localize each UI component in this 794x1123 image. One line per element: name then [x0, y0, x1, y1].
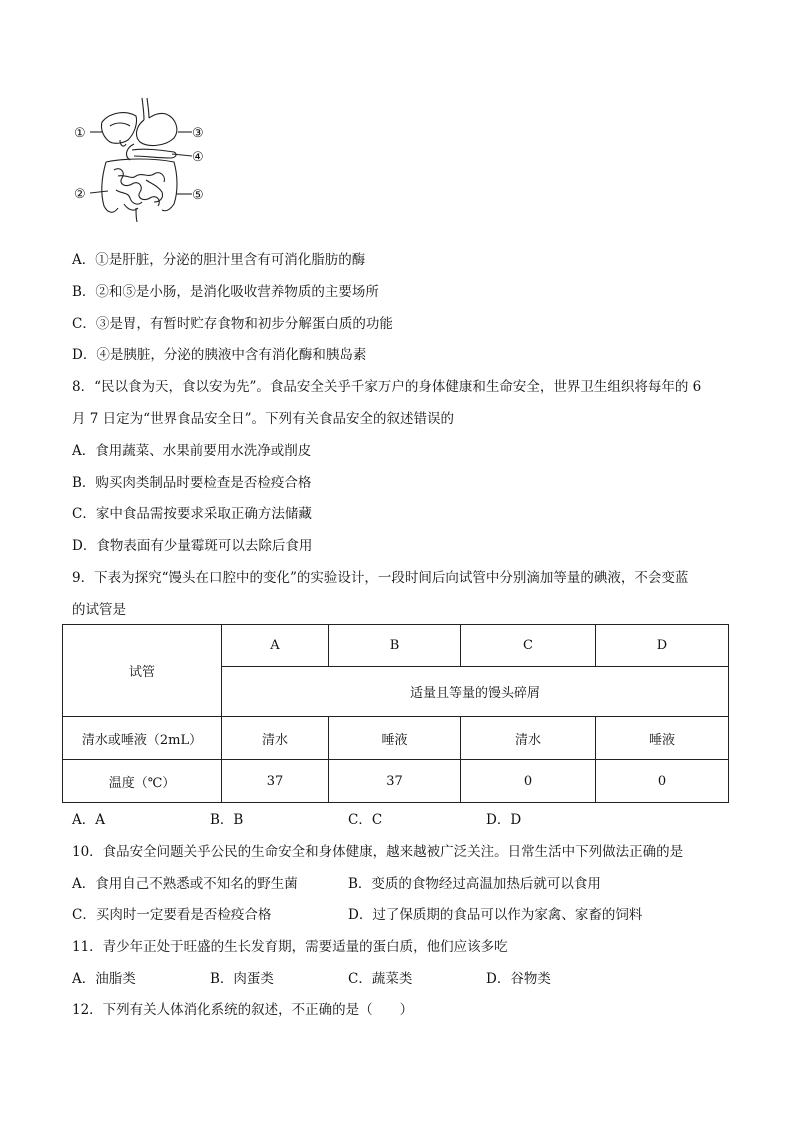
- q10-option-b: B．变质的食物经过高温加热后就可以食用: [348, 876, 601, 892]
- q7-option-a: A．①是肝脏，分泌的胆汁里含有可消化脂肪的酶: [72, 252, 366, 268]
- q11-option-d: D．谷物类: [486, 971, 551, 987]
- q8-stem-line2: 月 7 日定为“世界食品安全日”。下列有关食品安全的叙述错误的: [72, 411, 454, 427]
- table-tube-c: C: [461, 625, 596, 667]
- diagram-label-1: ①: [74, 126, 86, 141]
- q10-option-d: D．过了保质期的食品可以作为家禽、家畜的饲料: [348, 907, 643, 923]
- q9-option-b: B．B: [210, 812, 244, 828]
- table-liquid-d: 唾液: [596, 717, 729, 760]
- q7-option-b: B．②和⑤是小肠，是消化吸收营养物质的主要场所: [72, 284, 379, 300]
- q9-stem-line1: 9．下表为探究“馒头在口腔中的变化”的实验设计，一段时间后向试管中分别滴加等量的碘液，不会变蓝: [72, 570, 689, 586]
- table-liquid-label: 清水或唾液（2mL）: [63, 717, 222, 760]
- table-temp-d: 0: [596, 760, 729, 803]
- q8-option-b: B．购买肉类制品时要检查是否检疫合格: [72, 475, 312, 491]
- q9-option-a: A．A: [72, 812, 105, 828]
- q8-stem-line1: 8．“民以食为天，食以安为先”。食品安全关乎千家万户的身体健康和生命安全，世界卫生组织将每年的 6: [72, 379, 702, 395]
- q12-stem: 12．下列有关人体消化系统的叙述，不正确的是（ ）: [72, 1002, 414, 1018]
- q9-option-d: D．D: [486, 812, 522, 828]
- table-tube-a: A: [222, 625, 329, 667]
- table-shared-material: 适量且等量的馒头碎屑: [222, 667, 729, 717]
- table-liquid-c: 清水: [461, 717, 596, 760]
- table-temp-a: 37: [222, 760, 329, 803]
- diagram-label-3: ③: [192, 126, 204, 141]
- q8-option-c: C．家中食品需按要求采取正确方法储藏: [72, 506, 312, 522]
- q9-option-c: C．C: [348, 812, 383, 828]
- diagram-label-2: ②: [74, 187, 86, 202]
- experiment-table: [62, 624, 729, 803]
- q11-option-c: C．蔬菜类: [348, 971, 413, 987]
- q8-option-a: A．食用蔬菜、水果前要用水洗净或削皮: [72, 443, 312, 459]
- q9-stem-line2: 的试管是: [72, 602, 126, 618]
- q11-option-a: A．油脂类: [72, 971, 136, 987]
- table-temp-label: 温度（℃）: [63, 760, 222, 803]
- table-liquid-a: 清水: [222, 717, 329, 760]
- table-tube-d: D: [596, 625, 729, 667]
- q9-options: [72, 810, 521, 830]
- q11-stem: 11．青少年正处于旺盛的生长发育期，需要适量的蛋白质，他们应该多吃: [72, 939, 508, 955]
- table-tube-b: B: [329, 625, 461, 667]
- q10-options-row2: [72, 905, 642, 925]
- q10-option-a: A．食用自己不熟悉或不知名的野生菌: [72, 876, 298, 892]
- q7-option-c: C．③是胃，有暂时贮存食物和初步分解蛋白质的功能: [72, 316, 393, 332]
- diagram-label-5: ⑤: [192, 188, 204, 203]
- table-liquid-b: 唾液: [329, 717, 461, 760]
- table-temp-b: 37: [329, 760, 461, 803]
- digestive-system-diagram: [74, 96, 214, 222]
- q11-options: [72, 969, 551, 989]
- q7-option-d: D．④是胰脏，分泌的胰液中含有消化酶和胰岛素: [72, 347, 367, 363]
- q10-option-c: C．买肉时一定要看是否检疫合格: [72, 907, 272, 923]
- q8-option-d: D．食物表面有少量霉斑可以去除后食用: [72, 538, 313, 554]
- q10-options-row1: [72, 874, 601, 894]
- table-header-tube: 试管: [63, 625, 222, 717]
- table-temp-c: 0: [461, 760, 596, 803]
- diagram-label-4: ④: [192, 150, 204, 165]
- q10-stem: 10．食品安全问题关乎公民的生命安全和身体健康，越来越被广泛关注。日常生活中下列做法正确的是: [72, 844, 684, 860]
- q11-option-b: B．肉蛋类: [210, 971, 274, 987]
